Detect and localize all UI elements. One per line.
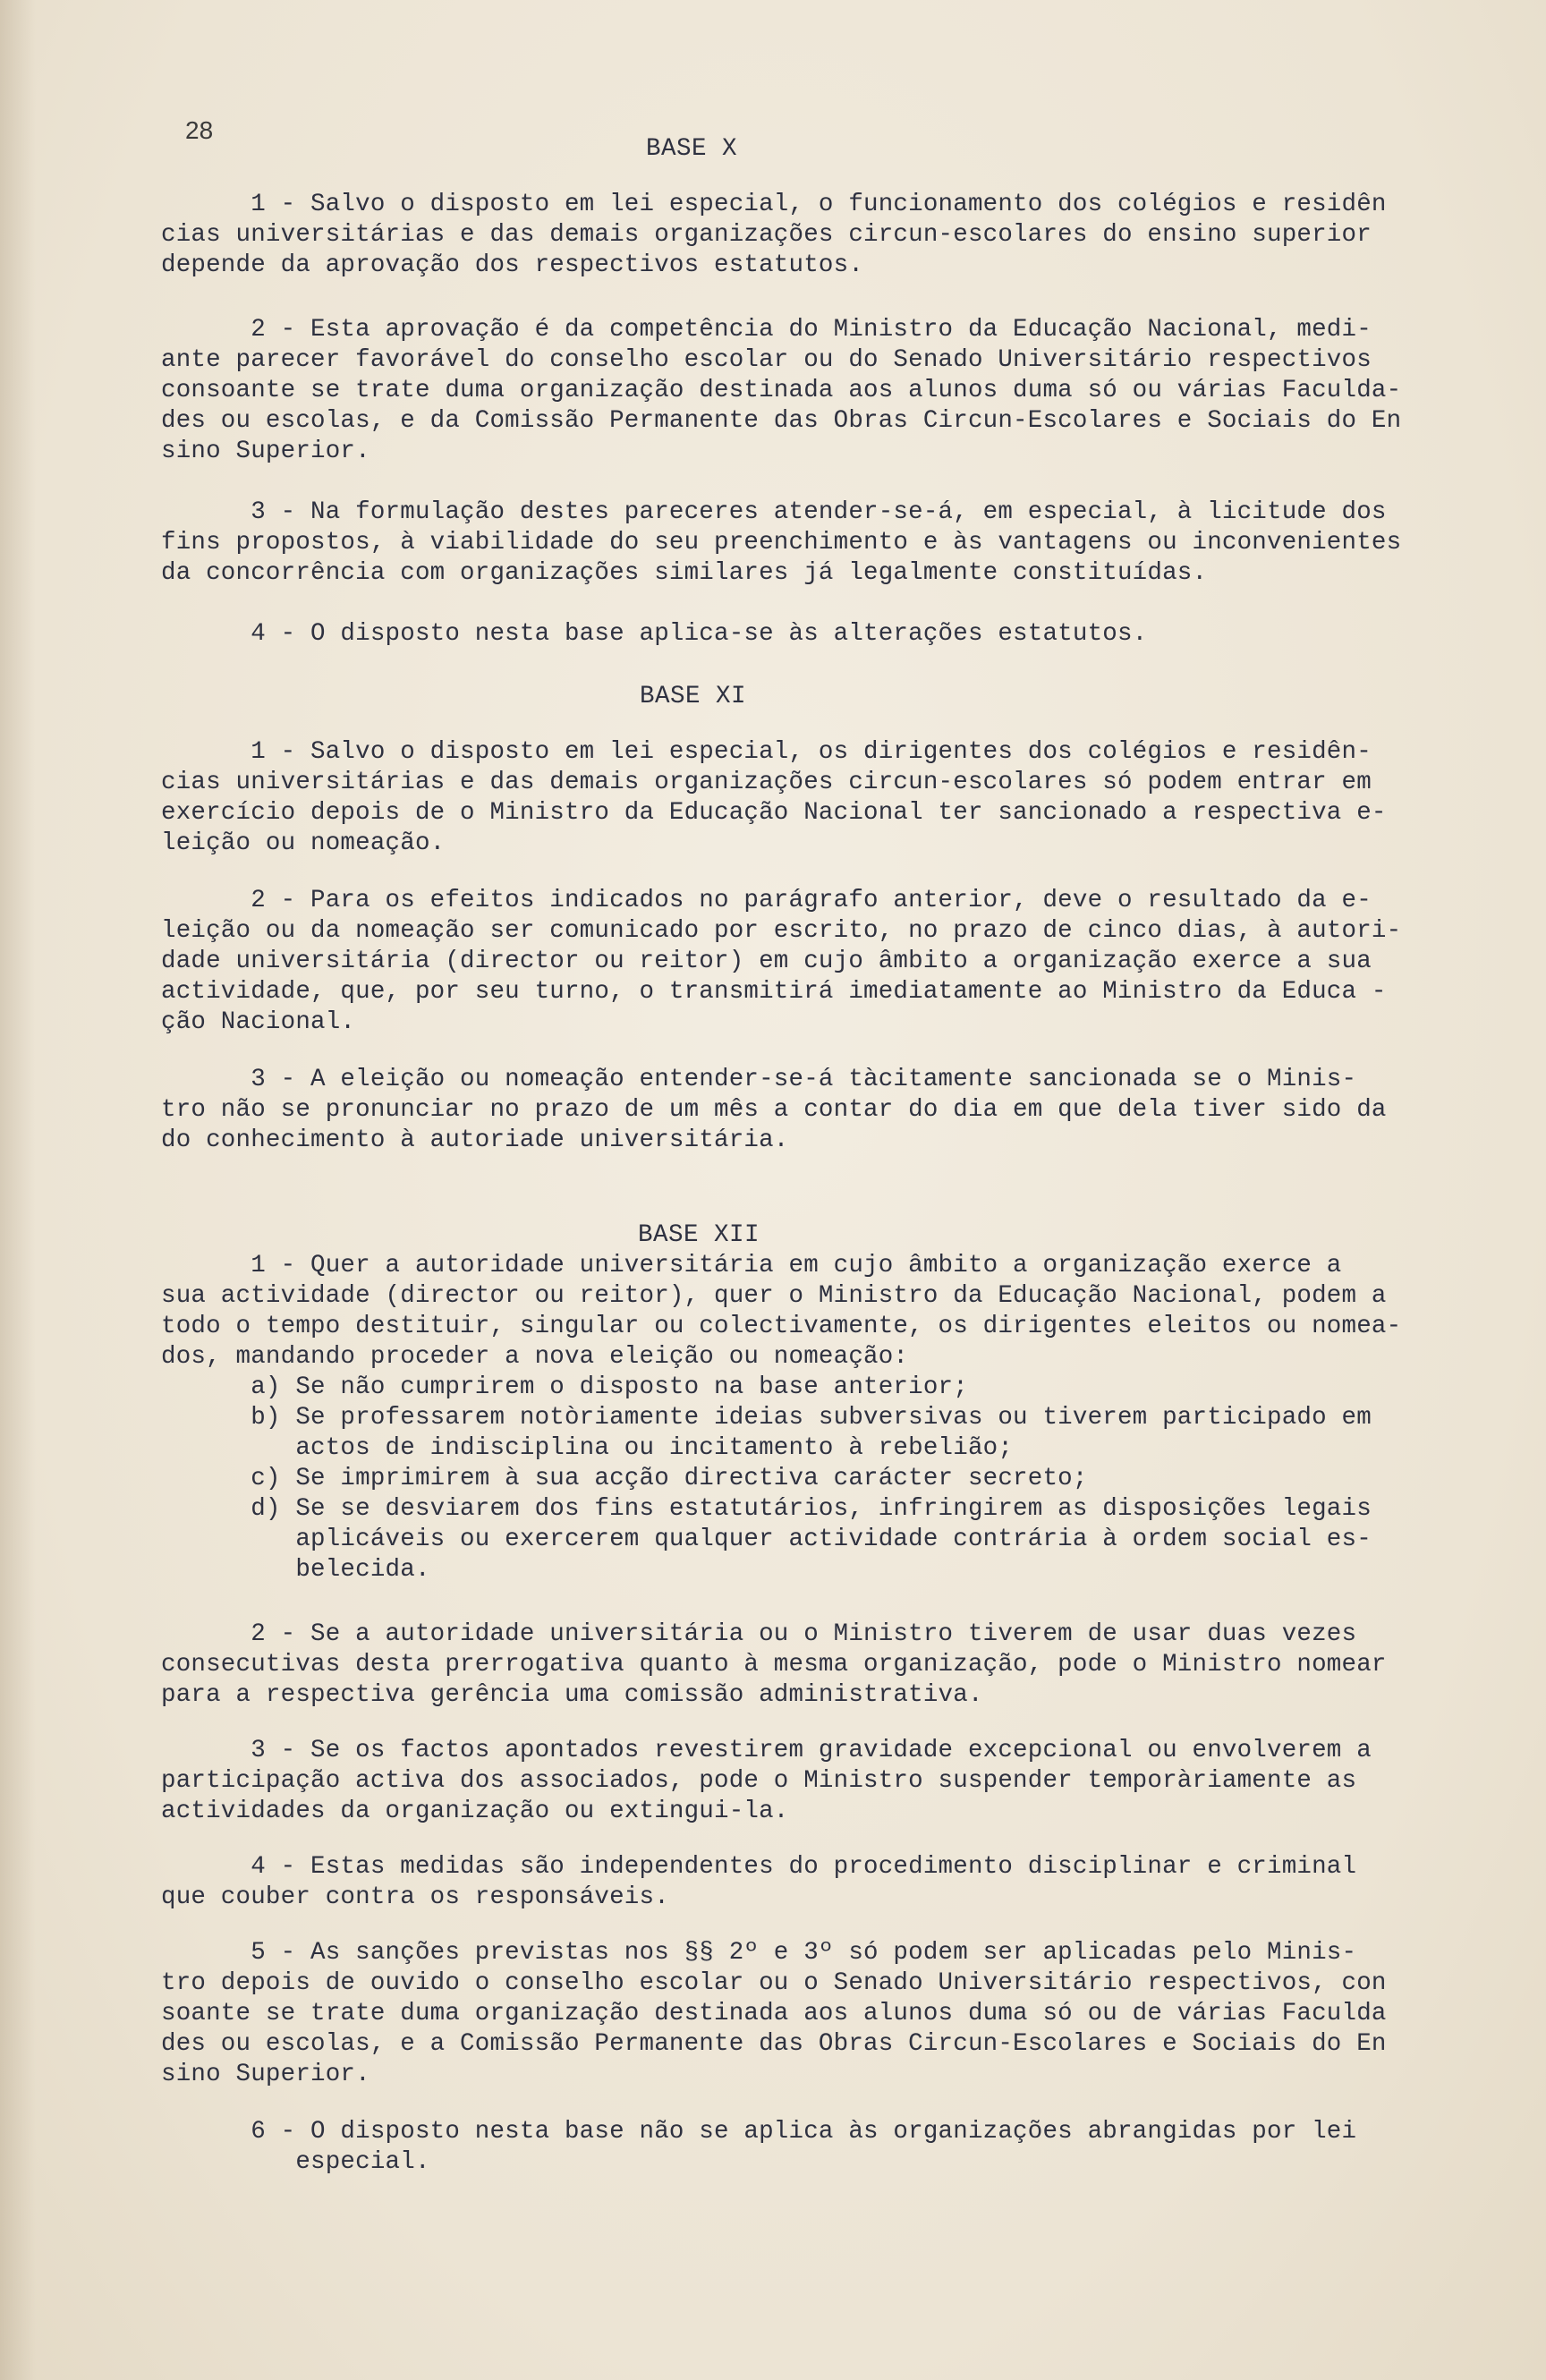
page-number: 28: [185, 116, 214, 144]
document-body: [161, 134, 1402, 2176]
base-x-paragraph-2: 2 - Esta aprovação é da competência do Ministro da Educação Nacional, medi- ante parecer favorável do conselho escolar ou do Senado Universitário respectivos consoante se trate duma organização destinada aos alunos duma só ou várias Faculda- des ou escolas, e da Comissão Permanente das Obras Circun-Escolares e Sociais do En sino Superior.: [161, 316, 1402, 465]
base-xii-title: BASE XII: [638, 1221, 760, 1249]
base-xi-paragraph-1: 1 - Salvo o disposto em lei especial, os dirigentes dos colégios e residên- cias universitárias e das demais organizações circun-escolares só podem entrar em exercício depois de o Ministro da Educação Nacional ter sancionado a respectiva e- leição ou nomeação.: [161, 738, 1387, 857]
base-xii-paragraph-4: 4 - Estas medidas são independentes do procedimento disciplinar e criminal que couber contra os responsáveis.: [161, 1853, 1357, 1911]
base-xii-paragraph-3: 3 - Se os factos apontados revestirem gravidade excepcional ou envolverem a participação activa dos associados, pode o Ministro suspender temporàriamente as actividades da organização ou extingui-la.: [161, 1737, 1372, 1825]
page-edge-shadow: [0, 0, 36, 2380]
base-x-title: BASE X: [646, 135, 738, 163]
base-xi-title: BASE XI: [640, 683, 747, 710]
base-xii-paragraph-5: 5 - As sanções previstas nos §§ 2º e 3º só podem ser aplicadas pelo Minis- tro depois de ouvido o conselho escolar ou o Senado Universitário respectivos, con soante se trate duma organização destinada aos alunos duma só ou de várias Faculda des ou escolas, e a Comissão Permanente das Obras Circun-Escolares e Sociais do En sino Superior.: [161, 1939, 1387, 2088]
base-xi-paragraph-3: 3 - A eleição ou nomeação entender-se-á tàcitamente sancionada se o Minis- tro não se pronunciar no prazo de um mês a contar do dia em que dela tiver sido da do conhecimento à autoriade universitária.: [161, 1066, 1387, 1154]
base-x-paragraph-4: 4 - O disposto nesta base aplica-se às alterações estatutos.: [161, 620, 1148, 648]
base-xii-paragraph-6: 6 - O disposto nesta base não se aplica às organizações abrangidas por lei especial.: [251, 2118, 1357, 2176]
base-xi-paragraph-2: 2 - Para os efeitos indicados no parágrafo anterior, deve o resultado da e- leição ou da nomeação ser comunicado por escrito, no prazo de cinco dias, à autori- dade universitária (director ou reitor) em cujo âmbito a organização exerce a sua actividade, que, por seu turno, o transmitirá imediatamente ao Ministro da Educa - ção Nacional.: [161, 887, 1402, 1036]
base-xii-paragraph-1: 1 - Quer a autoridade universitária em cujo âmbito a organização exerce a sua actividade (director ou reitor), quer o Ministro da Educação Nacional, podem a todo o tempo destituir, singular ou colectivamente, os dirigentes eleitos ou nomea- dos, mandando proceder a nova eleição ou nomeação: a) Se não cumprirem o disposto na base anterior; b) Se professarem notòriamente ideias subversivas ou tiverem participado em actos de indisciplina ou incitamento à rebelião; c) Se imprimirem à sua acção directiva carácter secreto; d) Se se desviarem dos fins estatutários, infringirem as disposições legais aplicáveis ou exercerem qualquer actividade contrária à ordem social es- belecida.: [161, 1252, 1402, 1584]
base-x-paragraph-1: 1 - Salvo o disposto em lei especial, o funcionamento dos colégios e residên cias universitárias e das demais organizações circun-escolares do ensino superior depende da aprovação dos respectivos estatutos.: [161, 191, 1387, 279]
base-x-paragraph-3: 3 - Na formulação destes pareceres atender-se-á, em especial, à licitude dos fins propostos, à viabilidade do seu preenchimento e às vantagens ou inconvenientes da concorrência com organizações similares já legalmente constituídas.: [161, 498, 1402, 587]
base-xii-paragraph-2: 2 - Se a autoridade universitária ou o Ministro tiverem de usar duas vezes consecutivas desta prerrogativa quanto à mesma organização, pode o Ministro nomear para a respectiva gerência uma comissão administrativa.: [161, 1620, 1387, 1709]
